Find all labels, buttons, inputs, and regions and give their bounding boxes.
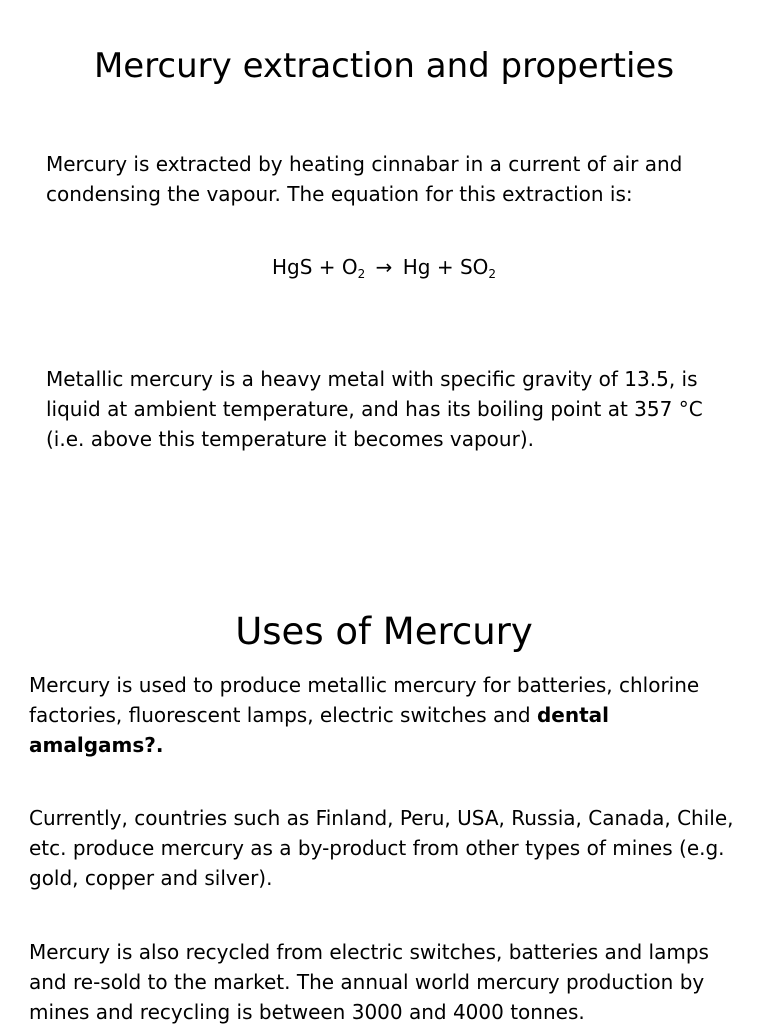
extraction-paragraph: Mercury is extracted by heating cinnabar in a current of air and condensing the vapour. The equation for this extraction is: [46, 152, 683, 206]
producers-paragraph: Currently, countries such as Finland, Peru, USA, Russia, Canada, Chile, etc. produce mercury as a by-product from other types of mines (e.g. gold, copper and silver). [29, 806, 734, 890]
page-title-uses: Uses of Mercury [235, 610, 533, 653]
equation-reactant-hgs: HgS + [271, 255, 336, 279]
uses-paragraph [29, 670, 749, 760]
chemical-equation [0, 252, 768, 289]
reaction-arrow-icon: → [375, 255, 393, 279]
properties-paragraph: Metallic mercury is a heavy metal with specific gravity of 13.5, is liquid at ambient temperature, and has its boiling point at 357 °C (i.e. above this temperature it becomes vapour). [46, 367, 703, 451]
uses-bold-text: dental amalgams?. [29, 703, 609, 757]
equation-reactant-o2: $O_2$ [341, 255, 366, 281]
recycling-paragraph: Mercury is also recycled from electric switches, batteries and lamps and re-sold to the market. The annual world mercury production by mines and recycling is between 3000 and 4000 tonnes. [29, 940, 709, 1024]
page-title-extraction: Mercury extraction and properties [93, 46, 675, 86]
uses-text: Mercury is used to produce metallic mercury for batteries, chlorine factories, fluorescent lamps, electric switches and [29, 673, 700, 727]
equation-products: $Hg + SO_2$ [402, 255, 497, 281]
